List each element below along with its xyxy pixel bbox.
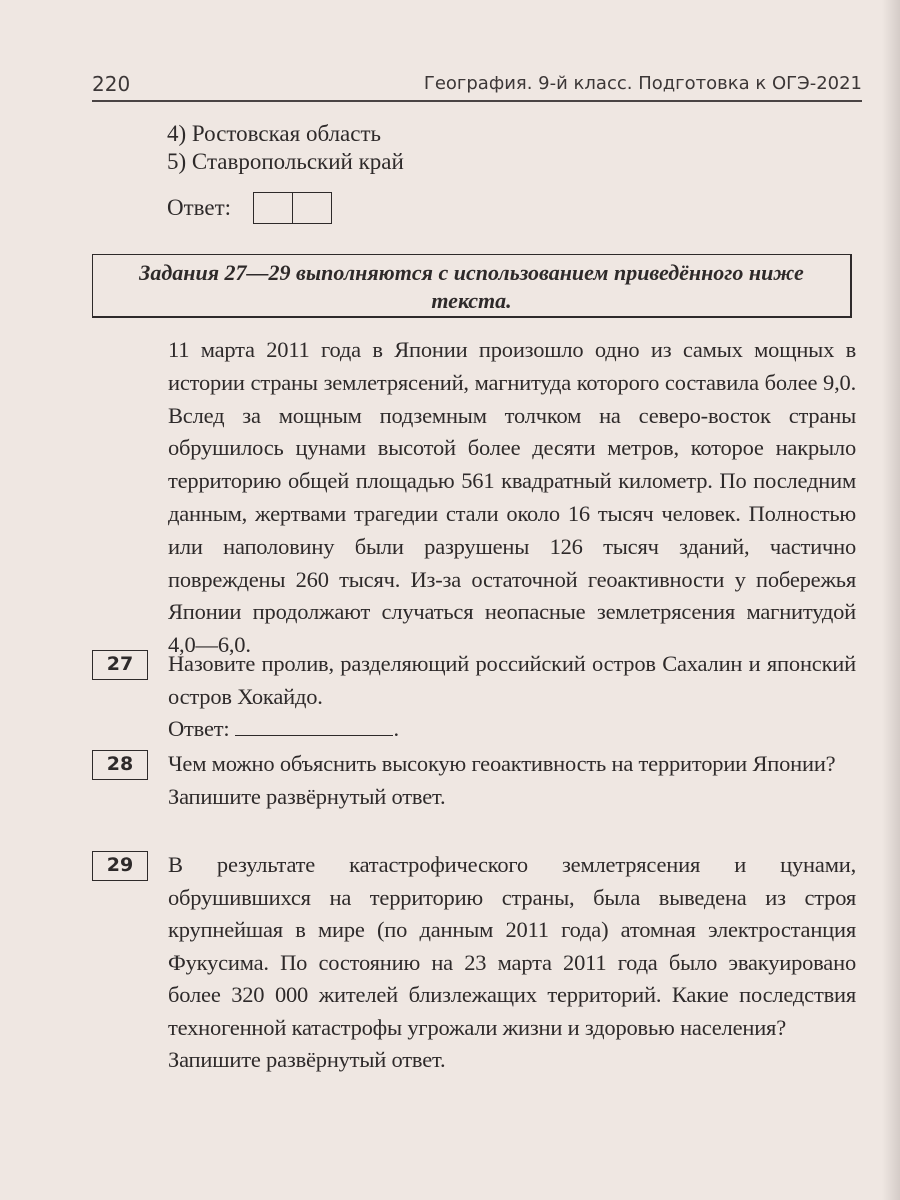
question-body: [168, 849, 856, 1077]
question-number: 27: [92, 650, 148, 680]
question-answer-row: Ответ: .: [168, 716, 399, 741]
question-number: 28: [92, 750, 148, 780]
answer-cell[interactable]: [292, 193, 331, 223]
page-number: 220: [92, 72, 131, 96]
question-instruction: Запишите развёрнутый ответ.: [168, 1047, 446, 1072]
answer-label: Ответ:: [168, 716, 230, 741]
option-item: 5) Ставропольский край: [167, 149, 404, 174]
running-title: География. 9-й класс. Подготовка к ОГЭ-2021: [423, 73, 862, 94]
answer-cells: [253, 192, 332, 224]
question-text: Чем можно объяснить высокую геоактивность на территории Японии?: [168, 751, 836, 776]
question-instruction: Запишите развёрнутый ответ.: [168, 783, 446, 809]
answer-cell[interactable]: [254, 193, 292, 223]
answer-line-input[interactable]: [235, 717, 393, 736]
page-header: [92, 70, 862, 102]
instruction-text: Задания 27—29 выполняются с использованием приведённого ниже текста.: [139, 260, 804, 313]
answer-label: Ответ:: [167, 195, 232, 220]
question-text: Назовите пролив, разделяющий российский остров Сахалин и японский остров Хокайдо.: [168, 651, 856, 709]
question-number: 29: [92, 851, 148, 881]
page-edge-shadow: [882, 0, 900, 1200]
question-text: В результате катастрофического землетрясения и цунами, обрушившихся на территорию страны, была выведена из строя крупнейшая в мире (по данным 2011 года) атомная электростанция Фукусима. По состоянию на 23 марта 2011 года было эвакуировано более 320 000 жителей близлежащих территорий. Какие последствия техногенной катастрофы угрожали жизни и здоровью населения?: [168, 852, 856, 1040]
instruction-box: [92, 254, 852, 318]
previous-task-answer: [167, 192, 332, 224]
previous-task-options: [167, 120, 404, 176]
option-item: 4) Ростовская область: [167, 121, 382, 146]
question-body: [168, 648, 856, 746]
reading-passage: 11 марта 2011 года в Японии произошло одно из самых мощных в истории страны землетрясений, магнитуда которого составила более 9,0. Вслед за мощным подземным толчком на северо-восток страны обрушилось цунами высотой более десяти метров, которое накрыло территорию общей площадью 561 квадратный километр. По последним данным, жертвами трагедии стали около 16 тысяч человек. Полностью или наполовину были разрушены 126 тысяч зданий, частично повреждены 260 тысяч. Из-за остаточной геоактивности у побережья Японии продолжают случаться неопасные землетрясения магнитудой 4,0—6,0.: [168, 337, 856, 658]
question-body: [168, 748, 856, 813]
